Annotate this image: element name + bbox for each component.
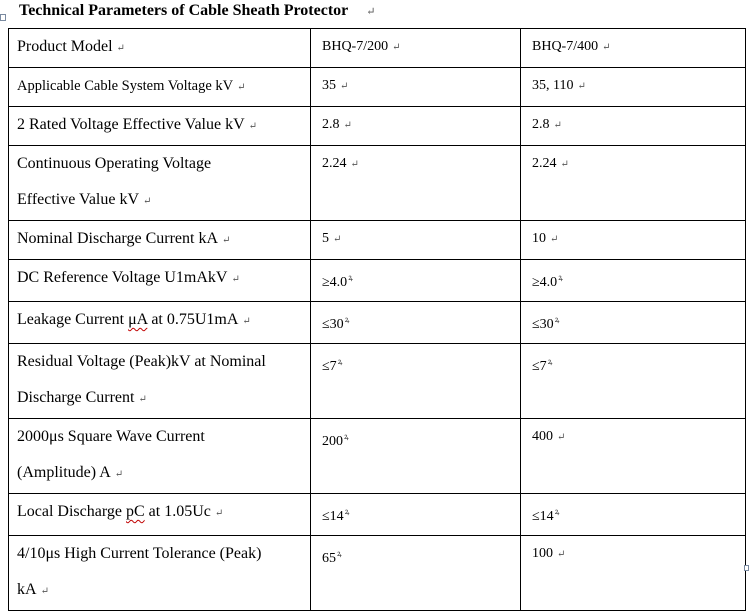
table-cell: 5 ↵	[311, 221, 521, 260]
table-cell: BHQ-7/200 ↵	[311, 29, 521, 68]
cell-mark-icon: ↵	[350, 159, 359, 170]
table-row	[9, 344, 746, 419]
table-cell: 35 ↵	[311, 68, 521, 107]
cell-mark-icon: ↵	[231, 274, 240, 285]
cell-mark-icon: ꝝ	[344, 432, 349, 441]
table-cell: DC Reference Voltage U1mAkV ↵	[9, 260, 311, 302]
table-cell: 2.24 ↵	[521, 146, 746, 221]
table-cell: BHQ-7/400 ↵	[521, 29, 746, 68]
document-title	[19, 2, 375, 21]
cell-mark-icon: ꝝ	[344, 315, 350, 324]
cell-mark-icon: ↵	[114, 469, 124, 480]
parameters-table	[8, 28, 746, 611]
table-row	[9, 302, 746, 344]
table-cell: 2.24 ↵	[311, 146, 521, 221]
cell-mark-icon: ꝝ	[547, 357, 553, 366]
cell-mark-icon: ↵	[138, 394, 147, 405]
cell-mark-icon: ↵	[116, 43, 125, 54]
cell-mark-icon: ↵	[553, 120, 562, 131]
table-cell: $\le 7^ꝝ$	[311, 344, 521, 419]
cell-mark-icon: ↵	[222, 235, 231, 246]
cell-mark-icon: ꝝ	[554, 507, 560, 516]
table-cell: 35, 110 ↵	[521, 68, 746, 107]
cell-mark-icon: ↵	[343, 120, 352, 131]
cell-mark-icon: ↵	[560, 159, 569, 170]
cell-mark-icon: ꝝ	[337, 549, 342, 558]
table-cell: 2.8 ↵	[521, 107, 746, 146]
table-cell: $\ge 4.0^ꝝ$	[311, 260, 521, 302]
table-cell: 100 ↵	[521, 536, 746, 611]
table-cell: $200^ꝝ$	[311, 419, 521, 494]
spelling-flag: μA	[128, 311, 148, 328]
table-row	[9, 536, 746, 611]
cell-mark-icon: ↵	[40, 586, 49, 597]
table-cell: $\ge 4.0^ꝝ$	[521, 260, 746, 302]
table-row	[9, 260, 746, 302]
table-cell: $\le 14^ꝝ$	[311, 494, 521, 536]
cell-mark-icon: ↵	[340, 81, 349, 92]
table-cell: $\le 7^ꝝ$	[521, 344, 746, 419]
cell-mark-icon: ↵	[143, 196, 152, 207]
table-cell: 2 Rated Voltage Effective Value kV ↵	[9, 107, 311, 146]
cell-mark-icon: ↵	[392, 42, 401, 53]
table-row	[9, 68, 746, 107]
table-cell: $\le 14^ꝝ$	[521, 494, 746, 536]
cell-mark-icon: ꝝ	[558, 273, 563, 282]
cell-mark-icon: ↵	[550, 234, 559, 245]
cell-mark-icon: ↵	[577, 81, 586, 92]
table-cell: $\le 30^ꝝ$	[311, 302, 521, 344]
cell-mark-icon: ↵	[242, 316, 251, 327]
cell-mark-icon: ꝝ	[344, 507, 350, 516]
table-cell: 10 ↵	[521, 221, 746, 260]
table-cell: 2.8 ↵	[311, 107, 521, 146]
table-resize-handle[interactable]	[744, 565, 749, 571]
title-text: Technical Parameters of Cable Sheath Protector	[19, 2, 349, 19]
cell-mark-icon: ↵	[237, 82, 246, 93]
cell-mark-icon: ↵	[557, 549, 566, 560]
table-cell: Nominal Discharge Current kA ↵	[9, 221, 311, 260]
table-row	[9, 494, 746, 536]
table-row	[9, 419, 746, 494]
table-cell: Applicable Cable System Voltage kV ↵	[9, 68, 311, 107]
table-cell: Leakage Current μA at 0.75U1mA ↵	[9, 302, 311, 344]
cell-mark-icon: ꝝ	[348, 273, 353, 282]
cell-mark-icon: ꝝ	[554, 315, 560, 324]
cell-mark-icon: ↵	[333, 234, 342, 245]
table-row	[9, 146, 746, 221]
table-cell: 2000μs Square Wave Current (Amplitude) A ↵	[9, 419, 311, 494]
table-row	[9, 107, 746, 146]
cell-mark-icon: ꝝ	[337, 357, 343, 366]
table-cell: $65^ꝝ$	[311, 536, 521, 611]
cell-mark-icon: ↵	[248, 121, 258, 132]
paragraph-mark-icon: ↵	[366, 6, 376, 18]
table-cell: 400 ↵	[521, 419, 746, 494]
table-cell: Product Model ↵	[9, 29, 311, 68]
spelling-flag: pC	[126, 503, 145, 520]
table-row	[9, 29, 746, 68]
table-cell: $\le 30^ꝝ$	[521, 302, 746, 344]
table-cell: Local Discharge pC at 1.05Uc ↵	[9, 494, 311, 536]
cell-mark-icon: ↵	[557, 432, 566, 443]
table-row	[9, 221, 746, 260]
table-cell: 4/10μs High Current Tolerance (Peak) kA ↵	[9, 536, 311, 611]
table-cell: Continuous Operating Voltage Effective Value kV ↵	[9, 146, 311, 221]
table-cell: Residual Voltage (Peak)kV at Nominal Discharge Current ↵	[9, 344, 311, 419]
cell-mark-icon: ↵	[602, 42, 611, 53]
table-move-handle[interactable]	[0, 14, 6, 21]
cell-mark-icon: ↵	[214, 508, 224, 519]
